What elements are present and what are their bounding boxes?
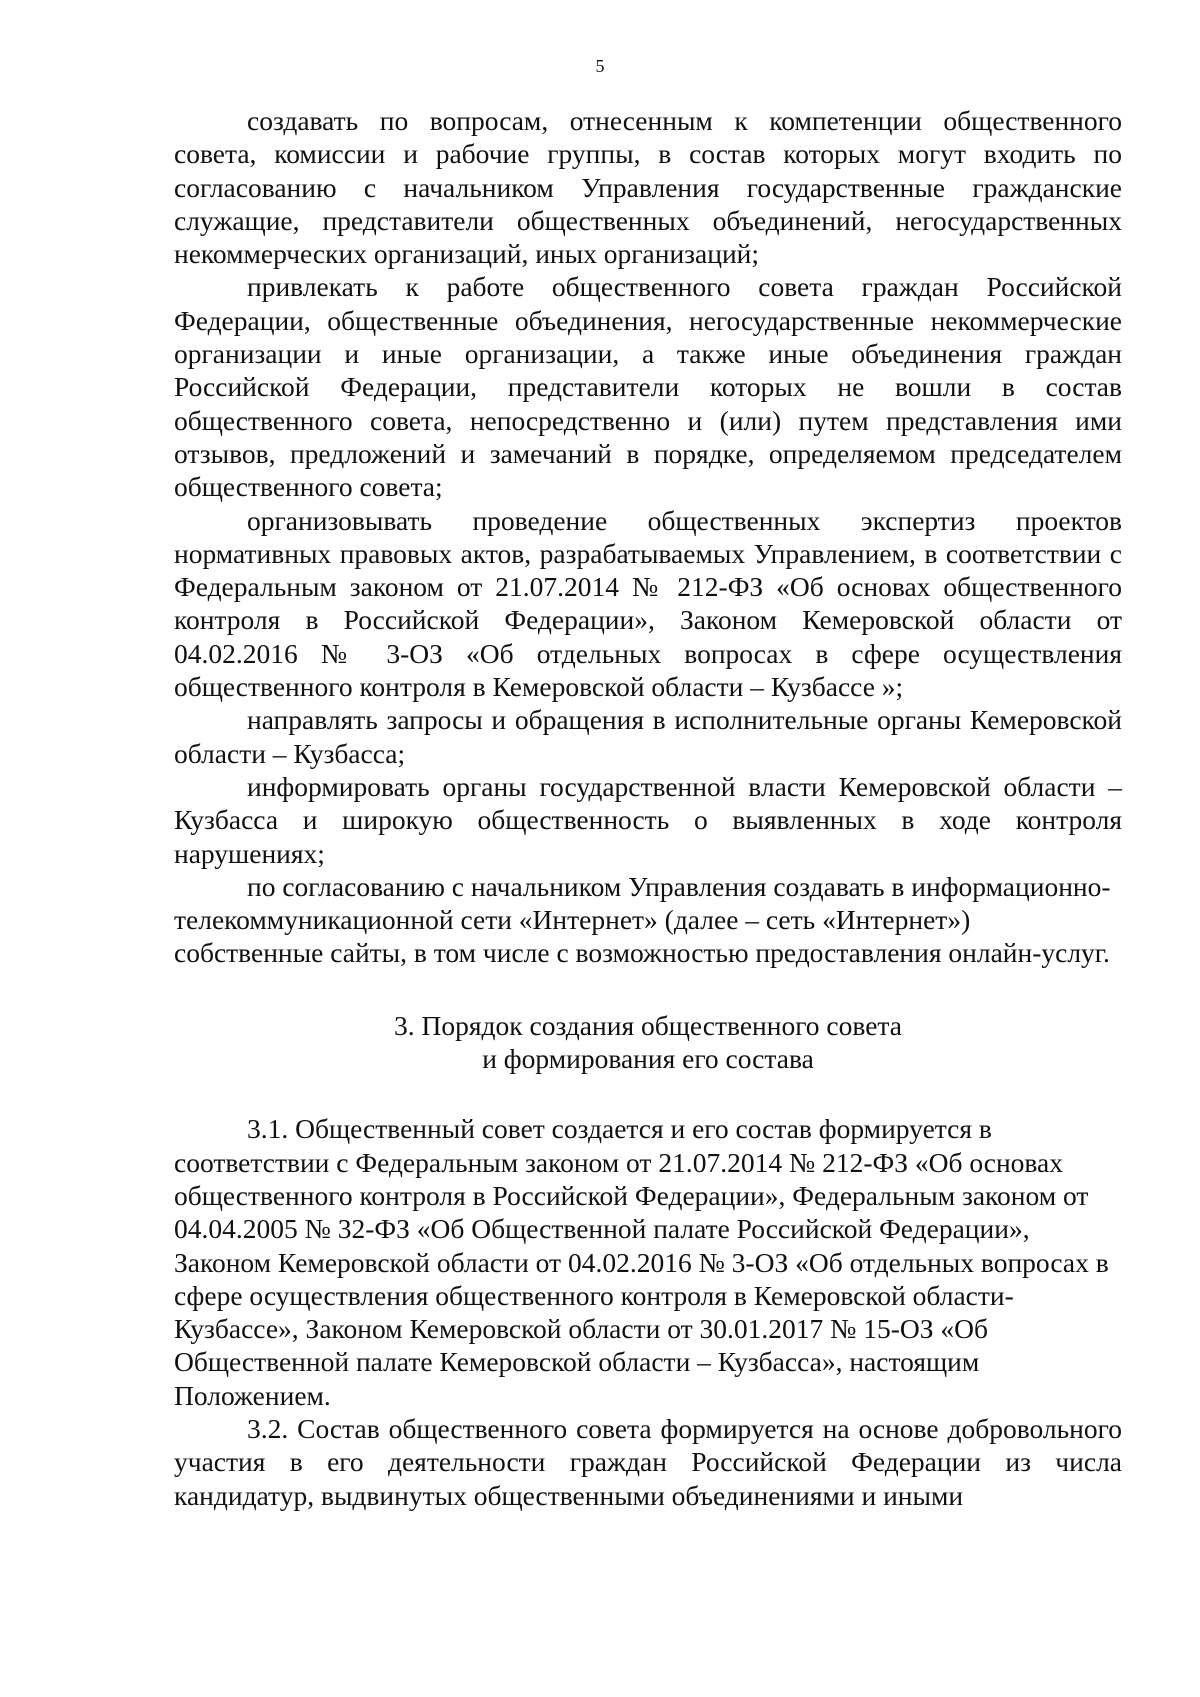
paragraph-3-1: 3.1. Общественный совет создается и его состав формируется в соответствии с Федеральным законом от 21.07.2014 № 212-ФЗ «Об основах общественного контроля в Российской Федерации», Федеральным законом от 04.04.2005 № 32-ФЗ «Об Общественной палате Российской Федерации», Законом Кемеровской области от 04.02.2016 № 3-ОЗ «Об отдельных вопросах в сфере осуществления общественного контроля в Кемеровской области- Кузбассе», Законом Кемеровской области от 30.01.2017 № 15-ОЗ «Об Общественной палате Кемеровской области – Кузбасса», настоящим Положением. [174,1113,1109,1411]
section-heading [174,1009,1122,1076]
paragraph-create-websites: по согласованию с начальником Управления создавать в информационно-телекоммуникационной сети «Интернет» (далее – сеть «Интернет») собственные сайты, в том числе с возможностью предоставления онлайн-услуг. [174,870,1111,969]
paragraph-3-2: 3.2. Состав общественного совета формируется на основе добровольного участия в его деятельности граждан Российской Федерации из числа кандидатур, выдвинутых общественными объединениями и иными [174,1412,1122,1511]
paragraph-inform-authorities: информировать органы государственной власти Кемеровской области – Кузбасса и широкую общественность о выявленных в ходе контроля нарушениях; [174,770,1122,869]
page-number: 5 [595,56,605,76]
section-heading-line-1: 3. Порядок создания общественного совета [394,1009,902,1041]
paragraph-create-commissions: создавать по вопросам, отнесенным к компетенции общественного совета, комиссии и рабочие группы, в состав которых могут входить по согласованию с начальником Управления государственные гражданские служащие, представители общественных объединений, негосударственных некоммерческих организаций, иных организаций; [174,105,1122,270]
paragraph-send-requests: направлять запросы и обращения в исполнительные органы Кемеровской области – Кузбасса; [174,704,1122,769]
document-body [174,104,1122,1512]
section-heading-line-2: и формирования его состава [482,1043,814,1075]
paragraph-organize-expertise: организовывать проведение общественных экспертиз проектов нормативных правовых актов, разрабатываемых Управлением, в соответствии с Федеральным законом от 21.07.2014 № 212-ФЗ «Об основах общественного контроля в Российской Федерации», Законом Кемеровской области от 04.02.2016 № 3-ОЗ «Об отдельных вопросах в сфере осуществления общественного контроля в Кемеровской области – Кузбассе »; [174,504,1122,703]
paragraph-involve-citizens: привлекать к работе общественного совета граждан Российской Федерации, общественные объединения, негосударственные некоммерческие организации и иные организации, а также иные объединения граждан Российской Федерации, представители которых не вошли в состав общественного совета, непосредственно и (или) путем представления ими отзывов, предложений и замечаний в порядке, определяемом председателем общественного совета; [174,271,1122,503]
